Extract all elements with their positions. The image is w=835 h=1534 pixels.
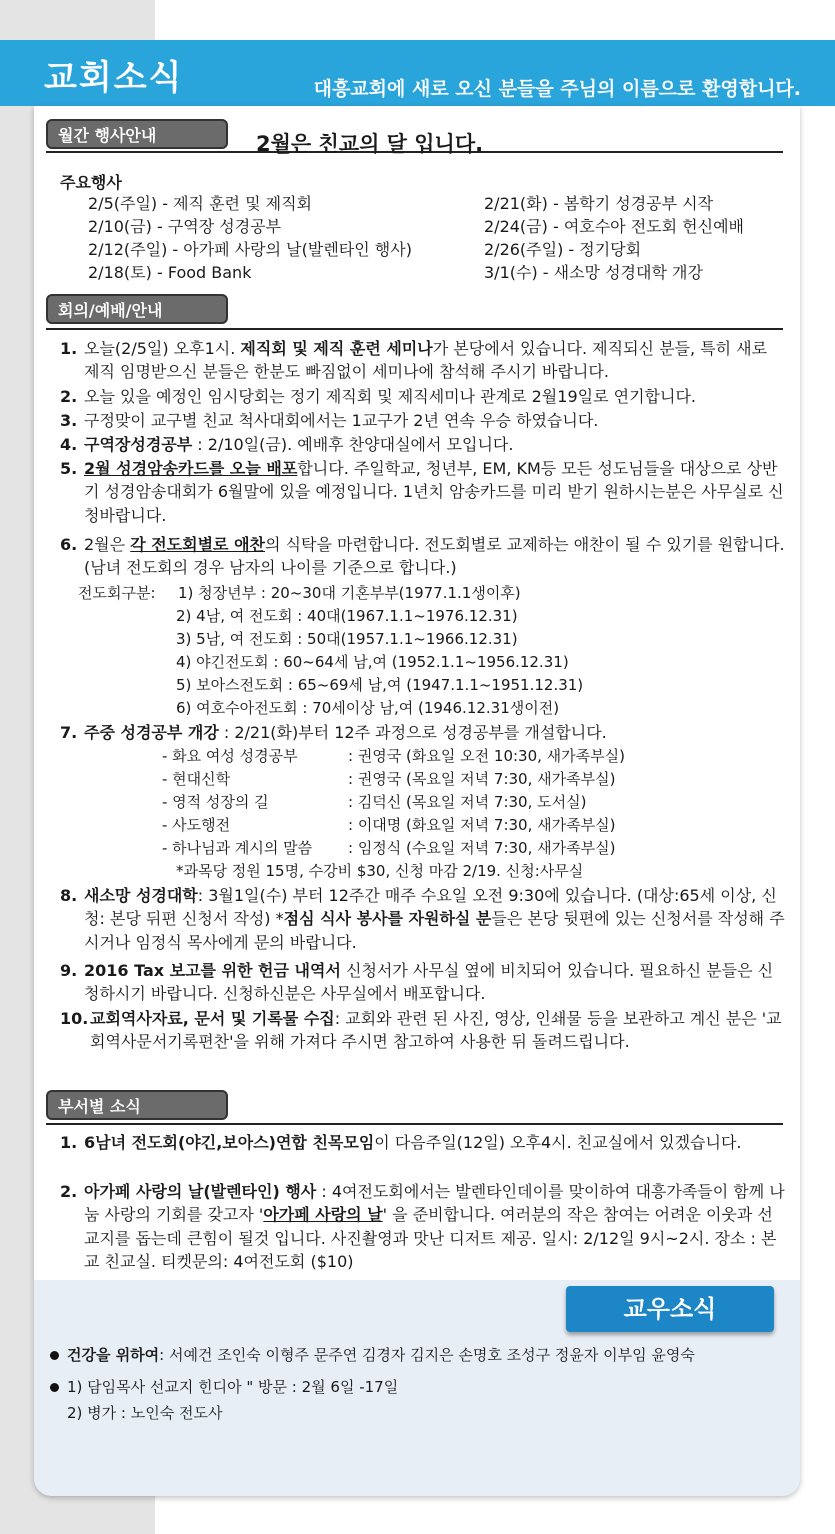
member-news-line: 1) 담임목사 선교지 힌디아 " 방문 : 2월 6일 -17일: [50, 1376, 398, 1398]
notice-item-5: 5. 2월 성경암송카드를 오늘 배포합니다. 주일학교, 청년부, EM, KM등 모든 성도님들을 대상으로 상반기 성경암송대회가 6월말에 있을 예정입니다. 1년치 암송카드를 미리 받기 원하시는분은 사무실로 신청바랍니다.: [60, 459, 784, 525]
division-row: 5) 보아스전도회 : 65~69세 남,여 (1947.1.1~1951.12.31): [176, 676, 584, 694]
month-theme-title: 2월은 친교의 달 입니다.: [256, 132, 484, 156]
division-row: 1) 청장년부 : 20~30대 기혼부부(1977.1.1생이후): [178, 584, 521, 602]
event-item: 2/18(토) - Food Bank: [88, 263, 252, 282]
section-divider: [46, 328, 783, 330]
event-item: 2/10(금) - 구역장 성경공부: [88, 217, 282, 236]
member-news-heading: 교우소식: [566, 1286, 774, 1332]
notice-item-2: 2. 오늘 있을 예정인 임시당회는 정기 제직회 및 제직세미나 관계로 2월19일로 연기합니다.: [60, 387, 696, 406]
page-title: 교회소식: [44, 58, 184, 98]
division-row: 4) 야긴전도회 : 60~64세 남,여 (1952.1.1~1956.12.31): [176, 653, 569, 671]
division-row: 6) 여호수아전도회 : 70세이상 남,여 (1946.12.31생이전): [176, 699, 560, 717]
notice-item-1: 1. 오늘(2/5일) 오후1시. 제직회 및 제직 훈련 세미나가 본당에서 있습니다. 제직되신 분들, 특히 새로 제직 임명받으신 분들은 한분도 빠짐없이 세미나에 참석해 주시기 바랍니다.: [60, 339, 768, 382]
notice-item-8: 8. 새소망 성경대학: 3월1일(수) 부터 12주간 매주 수요일 오전 9:30에 있습니다. (대상:65세 이상, 신청: 본당 뒤편 신청서 작성) *점심 식사 봉사를 자원하실 분들은 본당 뒷편에 있는 신청서를 작성해 주시거나 임정식 목사에게 문의 바랍니다.: [60, 886, 785, 952]
notice-item-10: 10. 교회역사자료, 문서 및 기록물 수집: 교회와 관련 된 사진, 영상, 인쇄물 등을 보관하고 계신 분은 '교회역사문서기록편찬'을 위해 가져다 주시면 참고하여 사용한 뒤 돌려드립니다.: [60, 1009, 782, 1052]
main-events-heading: 주요행사: [60, 173, 122, 192]
course-row: - 사도행전 : 이대명 (화요일 저녁 7:30, 새가족부실): [162, 816, 616, 834]
dept-item-1: 1. 6남녀 전도회(야긴,보아스)연합 친목모임이 다음주일(12일) 오후4시. 친교실에서 있겠습니다.: [60, 1133, 742, 1152]
event-item: 2/26(주일) - 정기당회: [484, 240, 642, 259]
event-item: 2/5(주일) - 제직 훈련 및 제직회: [88, 194, 312, 213]
health-prayer-line: 건강을 위하여: 서예건 조인숙 이형주 문주연 김경자 김지은 손명호 조성구 정윤자 이부임 윤영숙: [50, 1344, 695, 1366]
event-item: 2/21(화) - 봄학기 성경공부 시작: [484, 194, 714, 213]
dept-item-2: 2. 아가페 사랑의 날(발렌타인) 행사 : 4여전도회에서는 발렌타인데이를 맞이하여 대흥가족들이 함께 나눔 사랑의 기회를 갖고자 '아가페 사랑의 날' 을 준비합니다. 여러분의 작은 참여는 어려운 이웃과 선교지를 돕는데 큰힘이 될것 입니다. 사진촬영과 맛난 디저트 제공. 일시: 2/12일 9시~2시. 장소 : 본교 친교실. 티켓문의: 4여전도회 ($10): [60, 1182, 785, 1272]
division-label: 전도회구분:: [78, 584, 156, 602]
department-section-tab: 부서별 소식: [46, 1090, 228, 1120]
course-note: *과목당 정원 15명, 수강비 $30, 신청 마감 2/19. 신청:사무실: [176, 862, 584, 880]
event-item: 2/24(금) - 여호수아 전도회 헌신예배: [484, 217, 745, 236]
course-row: - 화요 여성 성경공부 : 권영국 (화요일 오전 10:30, 새가족부실): [162, 747, 625, 765]
course-row: - 영적 성장의 길 : 김덕신 (목요일 저녁 7:30, 도서실): [162, 793, 587, 811]
course-row: - 현대신학 : 권영국 (목요일 저녁 7:30, 새가족부실): [162, 770, 616, 788]
bullet-icon: [50, 1383, 59, 1392]
notice-item-3: 3. 구정맞이 교구별 친교 척사대회에서는 1교구가 2년 연속 우승 하였습니다.: [60, 411, 599, 430]
welcome-subtitle: 대흥교회에 새로 오신 분들을 주님의 이름으로 환영합니다.: [313, 78, 801, 100]
notice-item-4: 4. 구역장성경공부 : 2/10일(금). 예배후 찬양대실에서 모입니다.: [60, 435, 514, 454]
notice-item-6: 6. 2월은 각 전도회별로 애찬의 식탁을 마련합니다. 전도회별로 교제하는 애찬이 될 수 있기를 원합니다. (남녀 전도회의 경우 남자의 나이를 기준으로 합니다.): [60, 535, 785, 578]
notice-item-7: 7. 주중 성경공부 개강 : 2/21(화)부터 12주 과정으로 성경공부를 개설합니다.: [60, 723, 607, 742]
section-divider: [46, 1123, 783, 1125]
course-row: - 하나님과 계시의 말씀 : 임정식 (수요일 저녁 7:30, 새가족부실): [162, 839, 616, 857]
meeting-section-tab: 회의/예배/안내: [46, 294, 228, 324]
member-news-line: 2) 병가 : 노인숙 전도사: [67, 1404, 223, 1422]
division-row: 3) 5남, 여 전도회 : 50대(1957.1.1~1966.12.31): [176, 630, 518, 648]
event-item: 3/1(수) - 새소망 성경대학 개강: [484, 263, 703, 282]
monthly-section-tab: 월간 행사안내: [46, 119, 228, 149]
bullet-icon: [50, 1351, 59, 1360]
notice-item-9: 9. 2016 Tax 보고를 위한 헌금 내역서 신청서가 사무실 옆에 비치되어 있습니다. 필요하신 분들은 신청하시기 바랍니다. 신청하신분은 사무실에서 배포합니다.: [60, 961, 774, 1004]
division-row: 2) 4남, 여 전도회 : 40대(1967.1.1~1976.12.31): [176, 607, 518, 625]
event-item: 2/12(주일) - 아가페 사랑의 날(발렌타인 행사): [88, 240, 412, 259]
